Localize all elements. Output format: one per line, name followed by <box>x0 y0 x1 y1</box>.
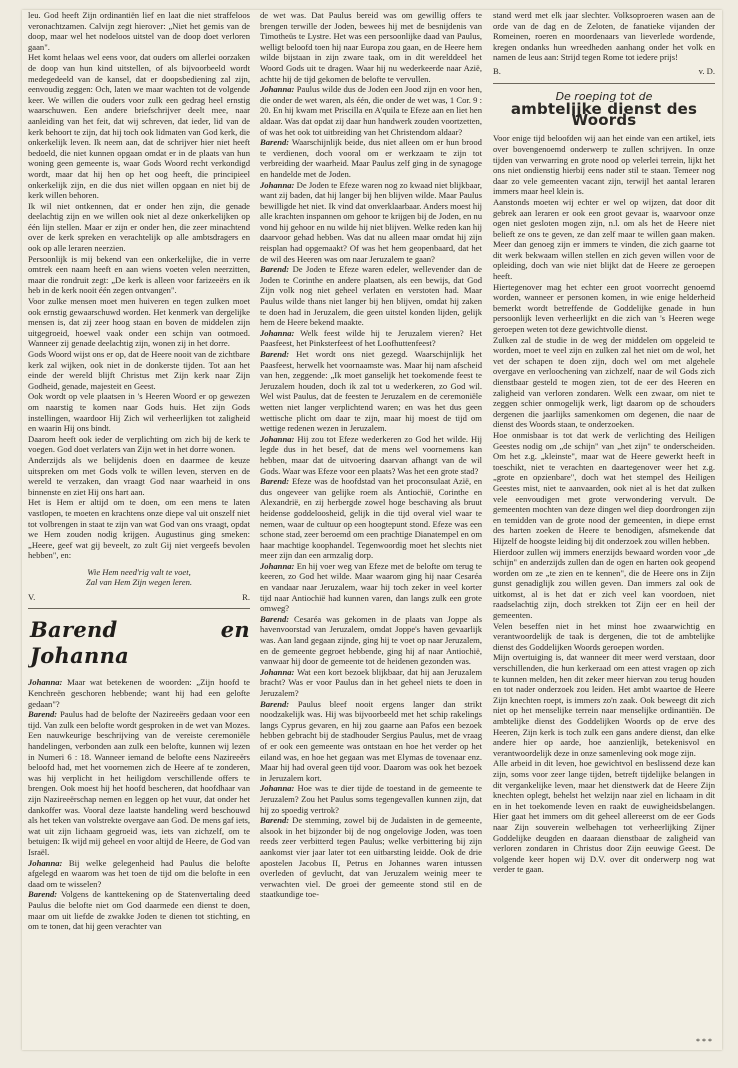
paragraph: Hoe onmisbaar is tot dat werk de verlichting des Heiligen Geestes nodig om „de schijn" van „het zijn" te onderscheiden. Om het z.g. „kleinste", maar wat de Heere gewerkt heeft in toeschikt, niet te verachten en daartegenover weer het z.g. „grote en opzienbare", doch wat het stempel des Heiligen Geestes mist, niet te aanvaarden, ook niet al is het dat zulken vele eenvoudigen met grote verwondering vervult. De gemeenten mochten van deze dingen wel diep doordrongen zijn en temidden van de grote nood der gemeenten, in diepe ernst des harten zoeken de Heere te benodigen, afsmekende dat Hijzelf de hoogste leiding bij dit onderzoek zou willen hebben. <box>493 429 715 546</box>
paragraph: Voor enige tijd beloofden wij aan het einde van een artikel, iets over bovengenoemd onderwerp te zullen schrijven. In onze tijden van verwarring en grote nood op velerlei terrein, lijkt het ons niet ondienstig hierbij eens nader stil te staan. Temeer nog daar zo vele gemeenten vacant zijn, terwijl het aantal leraren immers maar heel klein is. <box>493 133 715 197</box>
column-right <box>493 10 715 1040</box>
dialogue-line <box>260 137 482 179</box>
dialogue-text: Efeze was de hoofdstad van het proconsulaat Azië, en dus ongeveer van gelijke rоem als Antiochië, Corinthe en Alexandrië, en zij herbergde zowel hoge beschaving als bruut heidense goddeloosheid, gelijk in die tijd overal viel waar te nemen, waar de cultuur op een hoogtepunt stond. Efeze was een schone stad, zeer beroemd om een prachtige Dianatempel en om haar machtige koophandel. Tegenwoordig moet het slechts niet meer zijn dan een armzalig dorp. <box>260 476 482 561</box>
dialogue-line <box>260 84 482 137</box>
paragraph: Hierdoor zullen wij immers enerzijds bewaard worden voor „de schijn" en anderzijds zullen dan de ogen en harten ook geopend worden om ze „te zien en te kennen", die de Heere ons in Zijn gunst genadiglijk zou willen geven. Dan immers zal ook de uitkomst, al is het dat er zich veel kan voordoen, niet raadselachtig zijn, doch strekken tot Zijn eer en heil der gemeenten. <box>493 546 715 621</box>
dialogue-text: de wet was. Dat Paulus bereid was om gewillig offers te brengen terwille der Joden, bewees hij met de besnijdenis van Timotheüs te Lystre. Het was een persoonlijke daad van Paulus, welligt beloofd toen hij naar Europa zou gaan, en de Heere hem wilde bijstaan in zijn zware taak, om in dit werelddeel het Woord Gods uit te dragen. Waar hij nu wederkeerde naar Azië, achtte hij de tijd gekomen de belofte te vervullen. <box>260 10 482 84</box>
paragraph: Hiertegenover mag het echter een groot voorrecht genoemd worden, wanneer er personen komen, in wie enige helderheid bemerkt wordt betreffende de Goddelijke genade in hun persoonlijk leven verheerlijkt en die zich van 's Heeren wege geroepen weten tot deze gewichtvolle dienst. <box>493 281 715 335</box>
speaker-name: Johanna: <box>260 327 295 338</box>
dialogue-part-2 <box>260 10 482 900</box>
dialogue-line <box>260 667 482 699</box>
dialogue-line <box>260 434 482 476</box>
column-middle <box>260 10 482 1040</box>
footer-mark: * * * <box>696 1037 712 1046</box>
dialogue-text: Het wordt ons niet gezegd. Waarschijnlijk het Paasfeest, herwelk het voornaamste was. Maar hij nam afscheid van hen, zeggende: „Ik moet ganselijk het toekomende feest te Jeruzalem houden, doch ik zal tot u wederkeren, zo God wil. Wel wist Paulus, dat de feesten te Jeruzalem en de ceremoniële wetten niet langer verplichtend waren; en was het dus geen wettische plicht om daar te zijn, maar hij moest de tijd om wettige redenen wezen in Jeruzalem. <box>260 349 482 434</box>
dialogue-conclusion <box>493 10 715 63</box>
speaker-name: Johanna: <box>260 666 295 677</box>
dialogue-text: Bij welke gelegenheid had Paulus die belofte afgelegd en waarom was het toen de tijd om die belofte in een daad om te wisselen? <box>28 857 250 889</box>
speaker-name: Barend: <box>260 349 290 359</box>
paragraph: Het is Hem er altijd om te doen, om een mens te laten vastlopen, te moeten en krachtens onze diepe val uit onszelf niet tot volbrengen in staat te zijn van wat God van ons vraagt, opdat we Hem zouden nodig krijgen. Augustinus ging smeken: „Heere, geef wat gij beveelt, zo zult Gij niet vergeefs bevolen hebben", en: <box>28 497 250 561</box>
section-title: Barend en Johanna <box>30 617 250 669</box>
dialogue-text: Welk feest wilde hij te Jeruzalem vieren? Het Paasfeest, het Pinksterfeest of het Loofhuttenfeest? <box>260 327 482 349</box>
dialogue-line <box>260 561 482 614</box>
dialogue-line <box>260 10 482 84</box>
dialogue-text: En hij voer weg van Efeze met de belofte om terug te keeren, zo God het wilde. Maar waarom ging hij naar Cesaréa en vandaar naar Jeruzalem, waar hij toch zeker in veel korter tijd naar Antiochië had kunnen varen, dan langs zulk een grote omweg? <box>260 560 482 614</box>
paragraph: Persoonlijk is mij bekend van een onkerkelijke, die in verre omtrek een naam heeft en aan wiens voeten velen neerzitten, maar die rondruit zegt: „De kerk is alleen voor farizeeërs en ik heb in de kerk nooit één zegen ontvangen". <box>28 253 250 296</box>
dialogue-text: Waarschijnlijk beide, dus niet alleen om er hun brood te verdienen, doch vooral om er werkzaam te zijn tot verbreiding der waarheid. Maar Paulus zelf ging in de synagoge en handelde met de Joden. <box>260 137 482 179</box>
dialogue-line <box>28 858 250 890</box>
dialogue-text: Hoe was te dier tijde de toestand in de gemeente te Jeruzalem? Zou het Paulus soms tegengevallen kunnen zijn, dat hij zo spoedig vertrok? <box>260 783 482 815</box>
dialogue-text: De Joden te Efeze waren edeler, wellevender dan de Joden te Corinthe en andere plaatsen, als een bewijs, dat God Zijn volk nog niet geheel verlaten en verstoten had. Maar Paulus wilde thans niet langer bij hen blijven, omdat hij zaken te doen had in Jeruzalem, die geen uitstel konden lijden, gelijk hem de Heere bekend maakte. <box>260 264 482 328</box>
paragraph: Mijn overtuiging is, dat wanneer dit meer werd verstaan, door verschillenden, die hun kerkeraad om een attest vragen op zich te kunnen melden, hen dit zeker meer hiervan zou terug houden en tot nader onderzoek zou leiden. Het ambt waartoe de Heere Zijn knechten roept, is immers zo'n zaak. Ook beweegt dit zich niet op het menselijke terrein naar menselijke ordinantiën. De ambtelijke dienst des Goddelijken Woords op de erve des Heeren, Zijn kerk is toch zulk een gans andere dienst, dan elke andere hier op aarde, hoe aanzienlijk, betekenisvol en verantwoordelijk deze in onze samenleving ook moge zijn. <box>493 652 715 758</box>
signature-initials <box>28 592 250 603</box>
paragraph: Daarom heeft ook ieder de verplichting om zich bij de kerk te voegen. God doet verlaters van Zijn wet in het dorre wonen. <box>28 433 250 455</box>
paragraph: leu. God heeft Zijn ordinantiën lief en laat die niet straffeloos veronachtzamen. Calvijn zegt hierover: „Niet het gemis van de doop, maar wel het nodeloos uitstel van de doop doet verloren gaan". <box>28 10 250 52</box>
column-left <box>28 10 250 1040</box>
signature-left: B. <box>493 65 501 76</box>
paragraph: Ook wordt op vele plaatsen in 's Heeren Woord er op gewezen om naarstig te komen naar Gods huis. Het zijn Gods instellingen, waardoor Hij Zich wil verheerlijken tot zaligheid en waarin Hij ons bindt. <box>28 391 250 434</box>
dialogue-text: Cesaréa was gekomen in de plaats van Joppe als havenvoorstad van Jeruzalem, omdat Joppe's haven gevaarlijk was. Aan land gegaan zijnde, ging hij te voet op naar Jeruzalem, en de gemeente gegroet hebbende, ging hij af naar Antiochië, vanwaar hij door de gemeente tot de heidenen gezonden was. <box>260 613 482 667</box>
dialogue-line <box>260 328 482 349</box>
paragraph: Voor zulke mensen moet men huiveren en tegen zulken moet ook ernstig gewaarschuwd worden. Het kenmerk van dergelijke mensen is, dat zij zeer hoog staan en boven de middelen zijn uitgegroeid, hoewel vaak onder een schijn van ootmoed. Wanneer zij genade deelachtig zijn, wonen zij in het dorre. <box>28 296 250 349</box>
dialogue-line <box>28 677 250 709</box>
dialogue-text: Maar wat betekenen de woorden: „Zijn hoofd te Kenchreën geschoren hebbende; want hij had een gelofte gedaan"? <box>28 677 250 709</box>
paragraph: Velen beseffen niet in het minst hoe zwaarwichtig en verantwoordelijk de taak is dergenen, die tot de ambtelijke dienst des Goddelijken Woords geroepen worden. <box>493 620 715 652</box>
paragraph: Anderzijds als we belijdenis doen en daarmee de keuze uitspreken om met Gods volk te willen leven, sterven en de wereld te verzaken, dan vraagt God naar waarheid in ons binnenste en ziet Hij ons hart aan. <box>28 454 250 497</box>
dialogue-text: Hij zou tot Efeze wederkeren zo God het wilde. Hij legde dus in het besef, dat de mens wel voornemens kan hebben, maar dat de uitvoering daarvan afhangt van de wil Gods. Waar was Efeze voor een plaats? Was het een grote stad? <box>260 433 482 476</box>
signature-initials-right <box>493 66 715 77</box>
speaker-name: Barend: <box>260 264 290 275</box>
dialogue-line <box>28 889 250 931</box>
speaker-name: Johanna: <box>260 179 295 190</box>
paragraph: Ik wil niet ontkennen, dat er onder hen zijn, die genade deelachtig zijn en we willen ook niet al deze onkerkelijken op één lijn stellen. Maar er zijn er onder hen, die zeer minachtend over de kerk spreken en verachtelijk op alle ambtsdragers en ook op alle leraren neerzien. <box>28 200 250 254</box>
speaker-name: Barend: <box>260 815 290 826</box>
paragraph: Gods Woord wijst ons er op, dat de Heere nooit van de zichtbare kerk zal wijken, ook niet in de donkerste tijden. Tot aan het einde der wereld blijft Christus met Zijn kerk naar Zijn Godheid, genade, majesteit en Geest. <box>28 349 250 391</box>
dialogue-line <box>28 709 250 857</box>
speaker-name: Johanna: <box>28 677 63 688</box>
article-title: ambtelijke dienst des Woords <box>510 100 698 129</box>
paragraph: stand werd met elk jaar slechter. Volksoproeren wasen aan de orde van de dag en de Zeloten, de fanatieke vijanden der Romeinen, roeren en moordenaars van lieverlede wordende, kregen ondanks hun wreedheden aanhang onder het volk en namen de leus aan: Strijd tegen Rome tot iedere prijs! <box>493 10 715 63</box>
speaker-name: Johanna: <box>260 560 295 571</box>
paragraph: Alle arbeid in dit leven, hoe gewichtvol en beslissend deze kan zijn, soms voor zeer lange tijden, betreft tijdelijke belangen in dit vergankelijke leven, maar het dienstwerk dat de Heere Zijn knechten oplegt, behelst het welzijn naar ziel en lichaam in dit en in het toekomende leven en raakt de euwigheidsbelangen. Hier gaat het immers om dit geheel allereerst om de eer Gods naar Zijn souverein welbehagen tot verheerlijking Zijner Goddelijke deugden en daaraan dienstbaar de zaligheid van verloren zondaren in Christus door Zijn eeuwige Geest. De volgende keer hopen wij D.V. over dit onderwerp nog wat verder te gaan. <box>493 758 715 875</box>
signature-right: v. D. <box>698 65 715 76</box>
dialogue-text: De stemming, zowel bij de Judaïsten in de gemeente, alsook in het bijzonder bij de nog ongelovige Joden, was toen reeds zeer verbitterd tegen Paulus; welke verbittering bij zijn aankomst vier jaar later tot een uitbarsting leidde. Ook de drie apostelen Jacobus II, Petrus en Johannes waren intussen overleden of gevlucht, dat van Jeruzalem weinig meer te verwachten viel. De groei der gemeente stond stil en de staatkundige toe- <box>260 815 482 900</box>
divider <box>28 608 250 609</box>
speaker-name: Barend: <box>260 613 290 624</box>
speaker-name: Barend: <box>260 476 290 487</box>
dialogue-line <box>260 264 482 328</box>
dialogue-line <box>260 815 482 900</box>
speaker-name: Barend: <box>28 709 58 720</box>
article-continuation <box>28 10 250 561</box>
dialogue-text: Paulus bleef nooit ergens langer dan strikt noodzakelijk was. Hij was bijvoorbeeld met het schip rakelings langs Cyprus gevaren, en hij zou gaarne aan Pafos een bezoek hebben gebracht bij de stadhouder Sergius Paulus, met de vraag of er ook een gemeente was ontstaan en hoe het verder op het eiland was, en hoe het gegaan was met Elymas de tovenaar enz. Maar hij had overal geen tijd voor. Daarom was ook het bezoek in Jeruzalem kort. <box>260 698 482 783</box>
speaker-name: Barend: <box>260 137 290 148</box>
article-subtitle: De roeping tot de <box>555 89 653 103</box>
speaker-name: Johanna: <box>260 84 295 95</box>
dialogue-part-1 <box>28 677 250 931</box>
dialogue-text: Paulus wilde dus de Joden een Jood zijn en voor hen, die onder de wet waren, als één, die onder de wet was, 1 Cor. 9 : 20. En hij kwam met Priscilla en A'quila te Efeze aan en liet hen aldaar. Was dat opdat zij daar hun handwerk zouden voortzetten, of was het ook tot uitbreiding van het Christendom aldaar? <box>260 84 482 137</box>
speaker-name: Johanna: <box>28 857 63 868</box>
divider <box>493 83 715 84</box>
poem-line: Wie Hem need'rig valt te voet, <box>87 566 191 577</box>
dialogue-text: Volgens de kanttekening op de Statenvertaling deed Paulus die belofte niet om God daarmede een dienst te doen, maar om uit liefde de zwakke Joden te dienen tot stichting, en om te tonen, dat hij geen verachter van <box>28 889 250 932</box>
dialogue-text: Wat een kort bezoek blijkbaar, dat hij aan Jeruzalem bracht? Was er voor Paulus dan in het geheel niets te doen in Jeruzalem? <box>260 666 482 698</box>
dialogue-text: De Joden te Efeze waren nog zo kwaad niet blijkbaar, want zij baden, dat hij langer bij hen blijven wilde. Maar Paulus bewilligde het niet. Ik vind dat onverklaarbaar. Anders moest hij alle krachten inspannen om gehoor te krijgen bij de Joden, en nu vond hij gehoor en nu wilde hij niet blijven. Welke reden kan hij daarvoor gehad hebben. Was dat nu alleen maar omdat hij zijn reisplan had opgemaakt? Of was het hem geopenbaard, dat het de wil des Heeren was om naar Jeruzalem te gaan? <box>260 179 482 264</box>
speaker-name: Barend: <box>260 698 290 709</box>
dialogue-line <box>260 349 482 434</box>
dialogue-line <box>260 614 482 667</box>
paragraph: Het komt helaas wel eens voor, dat ouders om allerlei oorzaken de doop van hun kind uitstellen, of als bijvoorbeeld wordt medegedeeld van de kansel, dat er doopsbediening zal zijn, eenvoudig zeggen: Och, laten we maar wachten tot de volgende keer. We willen die ouders voor zulk een gedrag heel ernstig waarschuwen. Een andere briefschrijver deelt mee, naar aanleiding van het feit, dat wij schreven, dat ieder, lid van de kerk behoort te zijn, dat hij toch ook lidmaten van God kerk, die onkerkelijk leven. Ik neem aan, dat de schrijver hier niet heeft bedoeld, die niet kunnen opgaan omdat er in de plaats van hun woning geen gemeente is, waar Gods Woord recht verkondigd wordt, maar dat hij hen op het oog heeft, die principieel onkerkelijk zijn, en die dus niet willen opgaan en niet bij de kerk willen behoren. <box>28 52 250 201</box>
dialogue-line <box>260 180 482 265</box>
dialogue-line <box>260 699 482 784</box>
poem-line: Zal van Hem Zijn wegen leren. <box>85 577 193 588</box>
speaker-name: Johanna: <box>260 783 295 794</box>
dialogue-text: Paulus had de belofte der Nazireeërs gedaan voor een tijd. Van zulk een belofte wordt gesproken in de wet van Mozes. Een nauwkeurige beschrijving van de vereiste ceremoniële handelingen, verbonden aan zulk een belofte, kunnen wij lezen in Numeri 6 : 18. Wanneer iemand de belofte eens Nazireeërs beloofd had, met het voornemen zich de Heere af te zonderen, was hij verplicht in het heiligdom verschillende offers te brengen. Ook moest hij het hoofd bescheren, dat hoofdhaar van zijn Nazireeërschap nemen en leggen op het vuur, dat onder het dankoffer was. Vooral deze laatste handeling werd beschouwd als het teken van volstrekte overgave aan God. De mens gaf iets, wat uit zijn lichaam gegroeid was, iets van zichzelf, om te betuigen: Ik wijd mij geheel en voor altijd de Heere, de God van Israël. <box>28 709 250 857</box>
newspaper-page <box>22 10 722 1050</box>
article-body <box>493 133 715 875</box>
signature-left: V. <box>28 591 36 602</box>
paragraph: Zulken zal de studie in de weg der middelen om opgeleid te worden, moet te veel zijn en zulken zal het niet om de wol, het vet der schapen te doen zijn, doch wel om met algehele overgave en verloochening van zichzelf, naar de wil Gods zich dienstbaar gesteld te mogen zien, tot de eer des Heeren en zaligheid van verloren zondaren. Welk een zwaar, om niet te zeggen schier onmogelijk werk, ligt daarom op de schouders dergenen die jaarlijks samenkomen om degenen, die naar de dienst des Woords staan, te onderzoeken. <box>493 334 715 430</box>
dialogue-line <box>260 783 482 815</box>
speaker-name: Johanna: <box>260 433 295 444</box>
signature-right: R. <box>242 591 250 602</box>
paragraph: Aanstonds moeten wij echter er wel op wijzen, dat door dit gebrek aan leraren er ook een groot gevaar is, waarvoor onze ogen niet gesloten mogen zijn, n.l. om als het de Heere niet belieft ze ons te geven, ze dan zelf maar te willen gaan maken. Meer dan genoeg zijn er immers te vinden, die zich gaarne tot dit werk bekwaam willen stellen en zich geven willen voor de opleiding, doch van wie niet blijkt dat de Heere ze geroepen heeft. <box>493 196 715 282</box>
speaker-name: Barend: <box>28 889 58 900</box>
poem-quote <box>28 567 250 588</box>
dialogue-line <box>260 476 482 561</box>
